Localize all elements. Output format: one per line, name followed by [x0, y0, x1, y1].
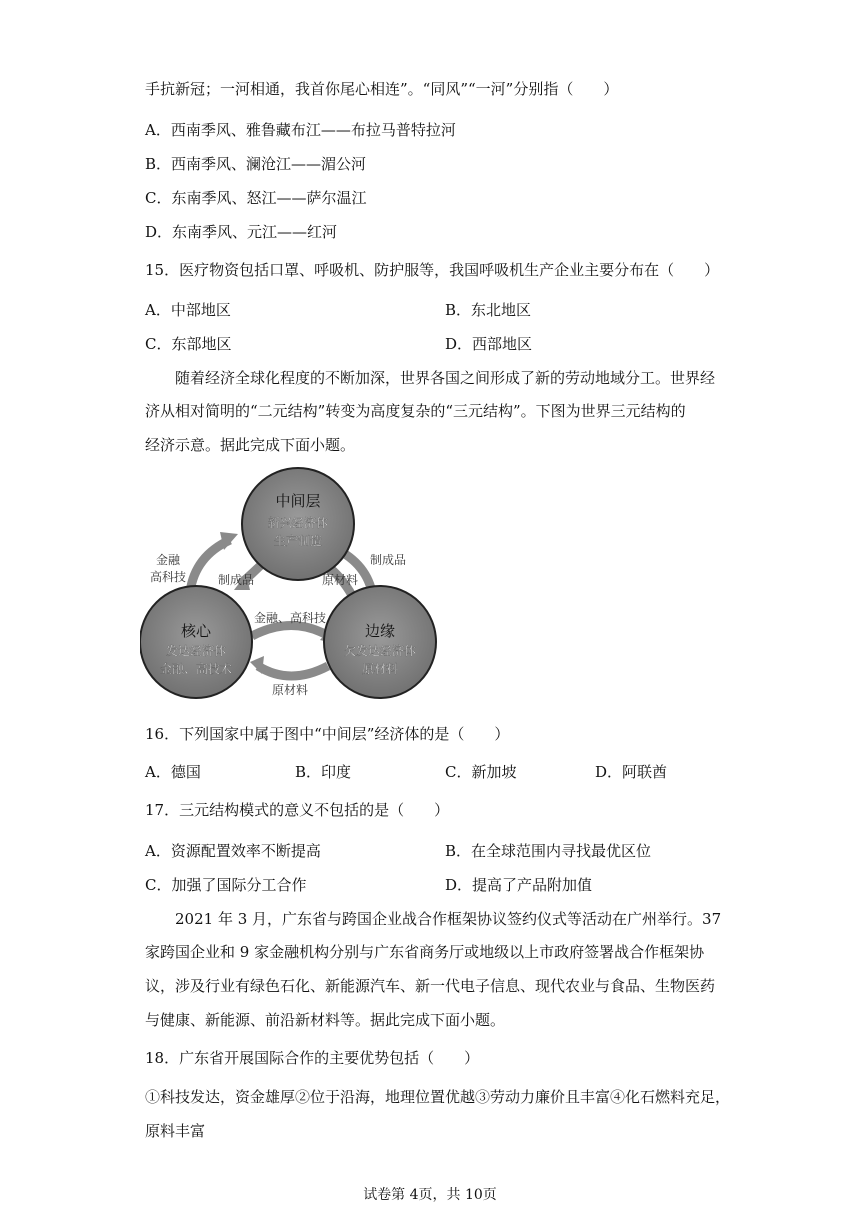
core-circle [140, 586, 252, 698]
q16-option-a: A．德国 [145, 763, 201, 781]
q14-option-c: C．东南季风、怒江——萨尔温江 [145, 189, 367, 207]
label-edge-to-middle: 原材料 [321, 573, 359, 587]
passage2-line4: 与健康、新能源、前沿新材料等。据此完成下面小题。 [145, 1011, 506, 1029]
arrow-core-to-edge [252, 625, 325, 636]
page-footer: 试卷第 4页，共 10页 [363, 1187, 497, 1203]
q18-choices-line1: ①科技发达，资金雄厚②位于沿海，地理位置优越③劳动力廉价且丰富④化石燃料充足， [145, 1088, 731, 1106]
core-line1: 发达经济体 [165, 644, 227, 658]
edge-line2: 原材料 [361, 662, 399, 676]
arrowhead-edge-to-core [250, 656, 264, 674]
q17-stem: 17．三元结构模式的意义不包括的是（ ） [145, 801, 450, 819]
core-line2: 金融、高技术 [159, 662, 233, 676]
label-middle-to-core: 制成品 [217, 573, 255, 587]
three-tier-structure-diagram [140, 466, 440, 708]
core-title: 核心 [180, 622, 212, 640]
edge-line1: 欠发达经济体 [343, 644, 417, 658]
q15-option-b: B．东北地区 [445, 301, 532, 319]
label-core-to-edge: 金融、高科技 [253, 611, 327, 625]
label-core-to-middle-2: 高科技 [149, 570, 187, 584]
passage1-line3: 经济示意。据此完成下面小题。 [145, 436, 356, 454]
q14-stem-tail: 手抗新冠；一河相通，我首你尾心相连”。“同风”“一河”分别指（ ） [145, 80, 619, 98]
arrow-edge-to-core [258, 666, 328, 676]
q15-option-a: A．中部地区 [145, 301, 231, 319]
middle-layer-line2: 生产制造 [273, 534, 323, 548]
label-core-to-middle-1: 金融 [155, 553, 181, 567]
q15-option-d: D．西部地区 [445, 335, 533, 353]
passage2-line2: 家跨国企业和 9 家金融机构分别与广东省商务厅或地级以上市政府签署战合作框架协 [145, 943, 705, 961]
edge-title: 边缘 [364, 622, 396, 640]
q17-option-b: B．在全球范围内寻找最优区位 [445, 842, 652, 860]
q14-option-d: D．东南季风、元江——红河 [145, 223, 338, 241]
q16-stem: 16．下列国家中属于图中“中间层”经济体的是（ ） [145, 725, 510, 743]
passage1-line2: 济从相对简明的“二元结构”转变为高度复杂的“三元结构”。下图为世界三元结构的 [145, 402, 686, 420]
passage1-line1: 随着经济全球化程度的不断加深，世界各国之间形成了新的劳动地域分工。世界经 [175, 369, 716, 387]
q18-choices-line2: 原料丰富 [145, 1122, 206, 1140]
passage2-line1: 2021 年 3 月，广东省与跨国企业战合作框架协议签约仪式等活动在广州举行。37 [175, 910, 722, 928]
q17-option-d: D．提高了产品附加值 [445, 876, 593, 894]
middle-layer-line1: 新兴经济体 [267, 516, 329, 530]
q18-stem: 18．广东省开展国际合作的主要优势包括（ ） [145, 1049, 480, 1067]
label-edge-to-core: 原材料 [271, 683, 309, 697]
q17-option-c: C．加强了国际分工合作 [145, 876, 307, 894]
middle-layer-title: 中间层 [275, 492, 321, 510]
label-middle-to-edge: 制成品 [369, 553, 407, 567]
q16-option-b: B．印度 [295, 763, 352, 781]
q15-option-c: C．东部地区 [145, 335, 232, 353]
q15-stem: 15．医疗物资包括口罩、呼吸机、防护服等，我国呼吸机生产企业主要分布在（ ） [145, 261, 720, 279]
q14-option-b: B．西南季风、澜沧江——湄公河 [145, 155, 367, 173]
q14-option-a: A．西南季风、雅鲁藏布江——布拉马普特拉河 [145, 121, 456, 139]
q16-option-c: C．新加坡 [445, 763, 517, 781]
q17-option-a: A．资源配置效率不断提高 [145, 842, 321, 860]
passage2-line3: 议，涉及行业有绿色石化、新能源汽车、新一代电子信息、现代农业与食品、生物医药 [145, 977, 716, 995]
q16-option-d: D．阿联酋 [595, 763, 668, 781]
edge-circle [324, 586, 436, 698]
